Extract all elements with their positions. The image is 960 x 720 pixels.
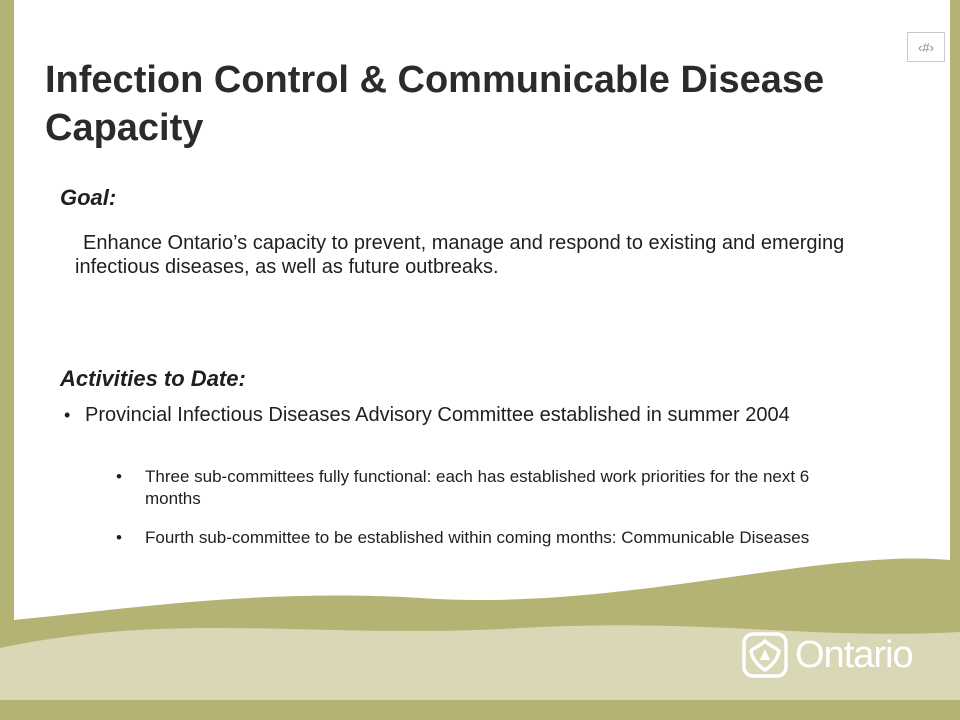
goal-heading: Goal: (60, 185, 117, 210)
bullet-text: Provincial Infectious Diseases Advisory Committee established in summer 2004 (85, 404, 790, 426)
bullet-marker: • (116, 528, 122, 547)
ontario-logo (742, 630, 932, 680)
slide-title: Infection Control & Communicable Disease Capacity (45, 59, 825, 149)
activities-heading: Activities to Date: (60, 366, 246, 391)
sub-bullet-text: Fourth sub-committee to be established within coming months: Communicable Diseases (145, 528, 810, 547)
bullet-marker: • (116, 467, 122, 486)
trillium-icon (742, 632, 788, 678)
bullet-marker: • (64, 405, 71, 425)
sub-bullet-item (116, 466, 836, 510)
sub-bullet-text: Three sub-committees fully functional: each has established work priorities for the next 6 months (145, 467, 810, 508)
logo-text: Ontario (795, 634, 913, 676)
slide-number: ‹#› (907, 32, 945, 62)
bullet-item (64, 403, 864, 427)
goal-text: Enhance Ontario’s capacity to prevent, manage and respond to existing and emerging infectious diseases, as well as future outbreaks. (75, 232, 845, 278)
sub-bullet-item (116, 527, 836, 549)
